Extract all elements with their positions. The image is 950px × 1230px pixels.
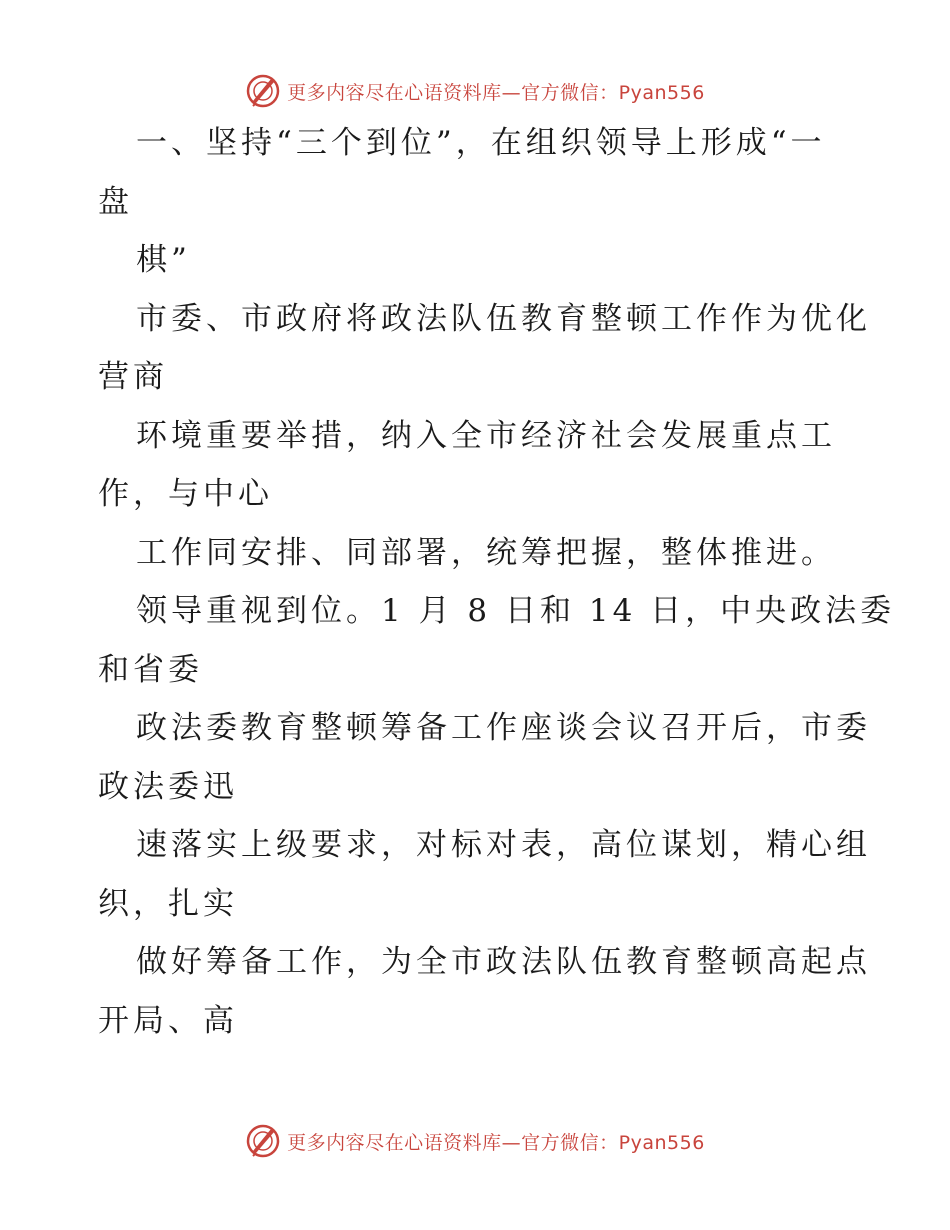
watermark-text: 更多内容尽在心语资料库—官方微信：Pyan556: [287, 1131, 705, 1154]
text-line: 市委、市政府将政法队伍教育整顿工作作为优化: [136, 300, 871, 337]
text-line: 织，扎实: [98, 885, 238, 922]
text-line: 营商: [98, 359, 168, 395]
text-line: 速落实上级要求，对标对表，高位谋划，精心组: [136, 827, 871, 863]
text-line: 开局、高: [98, 1002, 238, 1039]
header-watermark-banner: [0, 71, 950, 111]
text-line: 棋”: [136, 242, 191, 278]
text-line: 环境重要举措，纳入全市经济社会发展重点工: [136, 417, 836, 454]
text-line: 一、坚持“三个到位”，在组织领导上形成“一: [136, 125, 826, 161]
text-line: 作，与中心: [98, 476, 273, 512]
text-line: 和省委: [98, 651, 203, 688]
text-line: 政法委教育整顿筹备工作座谈会议召开后，市委: [136, 710, 871, 746]
text-line: 做好筹备工作，为全市政法队伍教育整顿高起点: [136, 944, 871, 980]
text-line: 工作同安排、同部署，统筹把握，整体推进。: [136, 534, 836, 571]
text-line: 政法委迅: [98, 768, 238, 805]
quill-logo-icon: [245, 73, 281, 109]
quill-logo-icon: [245, 1123, 281, 1159]
footer-watermark-banner: [0, 1121, 950, 1161]
watermark-text: 更多内容尽在心语资料库—官方微信：Pyan556: [287, 81, 705, 104]
text-line: 领导重视到位。1 月 8 日和 14 日，中央政法委: [136, 593, 896, 629]
text-line: 盘: [98, 183, 133, 220]
